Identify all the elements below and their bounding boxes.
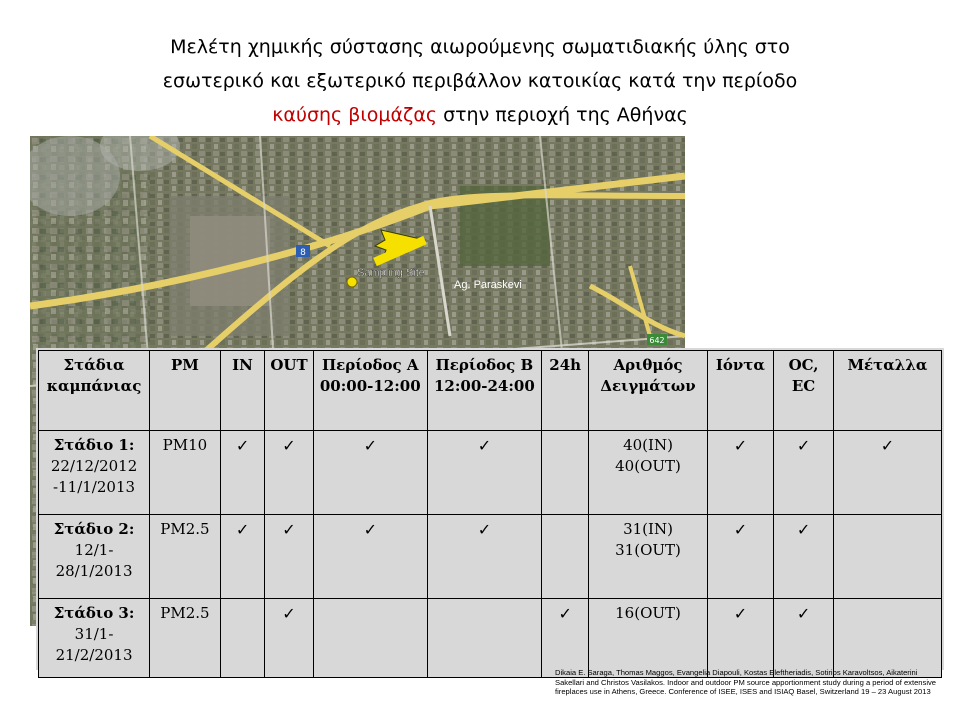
samples-line-2: 40(OUT) bbox=[615, 457, 681, 475]
stage-dates: 12/1- 28/1/2013 bbox=[55, 541, 133, 580]
stage-cell bbox=[39, 431, 150, 515]
stage-dates: 22/12/2012 -11/1/2013 bbox=[50, 457, 138, 496]
samples-cell bbox=[589, 431, 707, 515]
title-line-3-rest: στην περιοχή της Αθήνας bbox=[437, 104, 688, 126]
samples-cell bbox=[589, 599, 707, 678]
h24-check bbox=[541, 431, 588, 515]
table-header-row bbox=[39, 351, 942, 431]
in-check bbox=[220, 599, 264, 678]
header-ocec: OC, EC bbox=[774, 351, 834, 431]
h24-check bbox=[541, 515, 588, 599]
samples-line-1: 16(OUT) bbox=[615, 604, 681, 622]
ocec-check: ✓ bbox=[774, 431, 834, 515]
stage-name: Στάδιο 1: bbox=[53, 436, 135, 454]
road-badge-label: 642 bbox=[649, 336, 665, 345]
in-check: ✓ bbox=[220, 515, 264, 599]
campaign-table bbox=[38, 350, 942, 678]
sampling-site-pin bbox=[347, 277, 357, 287]
header-period-a: Περίοδος Α 00:00-12:00 bbox=[313, 351, 427, 431]
samples-line-1: 31(IN) bbox=[623, 520, 673, 538]
stage-name: Στάδιο 2: bbox=[53, 520, 135, 538]
area-label: Ag. Paraskevi bbox=[454, 279, 522, 291]
header-out: OUT bbox=[265, 351, 313, 431]
header-24h: 24h bbox=[541, 351, 588, 431]
ions-check: ✓ bbox=[707, 515, 774, 599]
title-highlight: καύσης βιομάζας bbox=[272, 104, 438, 126]
stage-dates: 31/1- 21/2/2013 bbox=[55, 625, 133, 664]
pm-cell: PM2.5 bbox=[150, 599, 221, 678]
stage-name: Στάδιο 3: bbox=[53, 604, 135, 622]
slide-title bbox=[40, 30, 920, 132]
header-ions: Ιόντα bbox=[707, 351, 774, 431]
ions-check: ✓ bbox=[707, 431, 774, 515]
stage-cell bbox=[39, 599, 150, 678]
header-pm: PM bbox=[150, 351, 221, 431]
samples-line-2: 31(OUT) bbox=[615, 541, 681, 559]
samples-cell bbox=[589, 515, 707, 599]
ions-check: ✓ bbox=[707, 599, 774, 678]
header-in: IN bbox=[220, 351, 264, 431]
citation-text: Dikaia E. Saraga, Thomas Maggos, Evangelia Diapouli, Kostas Eleftheriadis, Sotirios Karavoltsos, Aikaterini Sakellari and Christos Vasilakos. Indoor and outdoor PM source apportionment study during a period of extensive fireplaces use in Athens, Greece. Conference of ISEE, ISES and ISIAQ Basel, Switzerland 19 – 23 August 2013 bbox=[555, 668, 937, 696]
period-b-check: ✓ bbox=[427, 431, 541, 515]
table-row bbox=[39, 599, 942, 678]
h24-check: ✓ bbox=[541, 599, 588, 678]
sampling-site-label: Sampling Site bbox=[357, 267, 425, 279]
in-check: ✓ bbox=[220, 431, 264, 515]
period-b-check bbox=[427, 599, 541, 678]
table-row bbox=[39, 431, 942, 515]
title-line-2: εσωτερικό και εξωτερικό περιβάλλον κατοικίας κατά την περίοδο bbox=[162, 70, 798, 92]
metals-check bbox=[833, 515, 941, 599]
title-line-3 bbox=[40, 98, 920, 132]
metro-badge-label: 8 bbox=[300, 248, 306, 258]
out-check: ✓ bbox=[265, 599, 313, 678]
metals-check bbox=[833, 599, 941, 678]
ocec-check: ✓ bbox=[774, 599, 834, 678]
header-samples: Αριθμός Δειγμάτων bbox=[589, 351, 707, 431]
stage-cell bbox=[39, 515, 150, 599]
out-check: ✓ bbox=[265, 515, 313, 599]
period-a-check bbox=[313, 599, 427, 678]
period-a-check: ✓ bbox=[313, 431, 427, 515]
title-line-1: Μελέτη χημικής σύστασης αιωρούμενης σωματιδιακής ύλης στο bbox=[170, 36, 790, 58]
header-period-b: Περίοδος Β 12:00-24:00 bbox=[427, 351, 541, 431]
pm-cell: PM2.5 bbox=[150, 515, 221, 599]
metals-check: ✓ bbox=[833, 431, 941, 515]
ocec-check: ✓ bbox=[774, 515, 834, 599]
header-stage: Στάδια καμπάνιας bbox=[39, 351, 150, 431]
header-metals: Μέταλλα bbox=[833, 351, 941, 431]
samples-line-1: 40(IN) bbox=[623, 436, 673, 454]
period-a-check: ✓ bbox=[313, 515, 427, 599]
pm-cell: PM10 bbox=[150, 431, 221, 515]
table-row bbox=[39, 515, 942, 599]
period-b-check: ✓ bbox=[427, 515, 541, 599]
out-check: ✓ bbox=[265, 431, 313, 515]
